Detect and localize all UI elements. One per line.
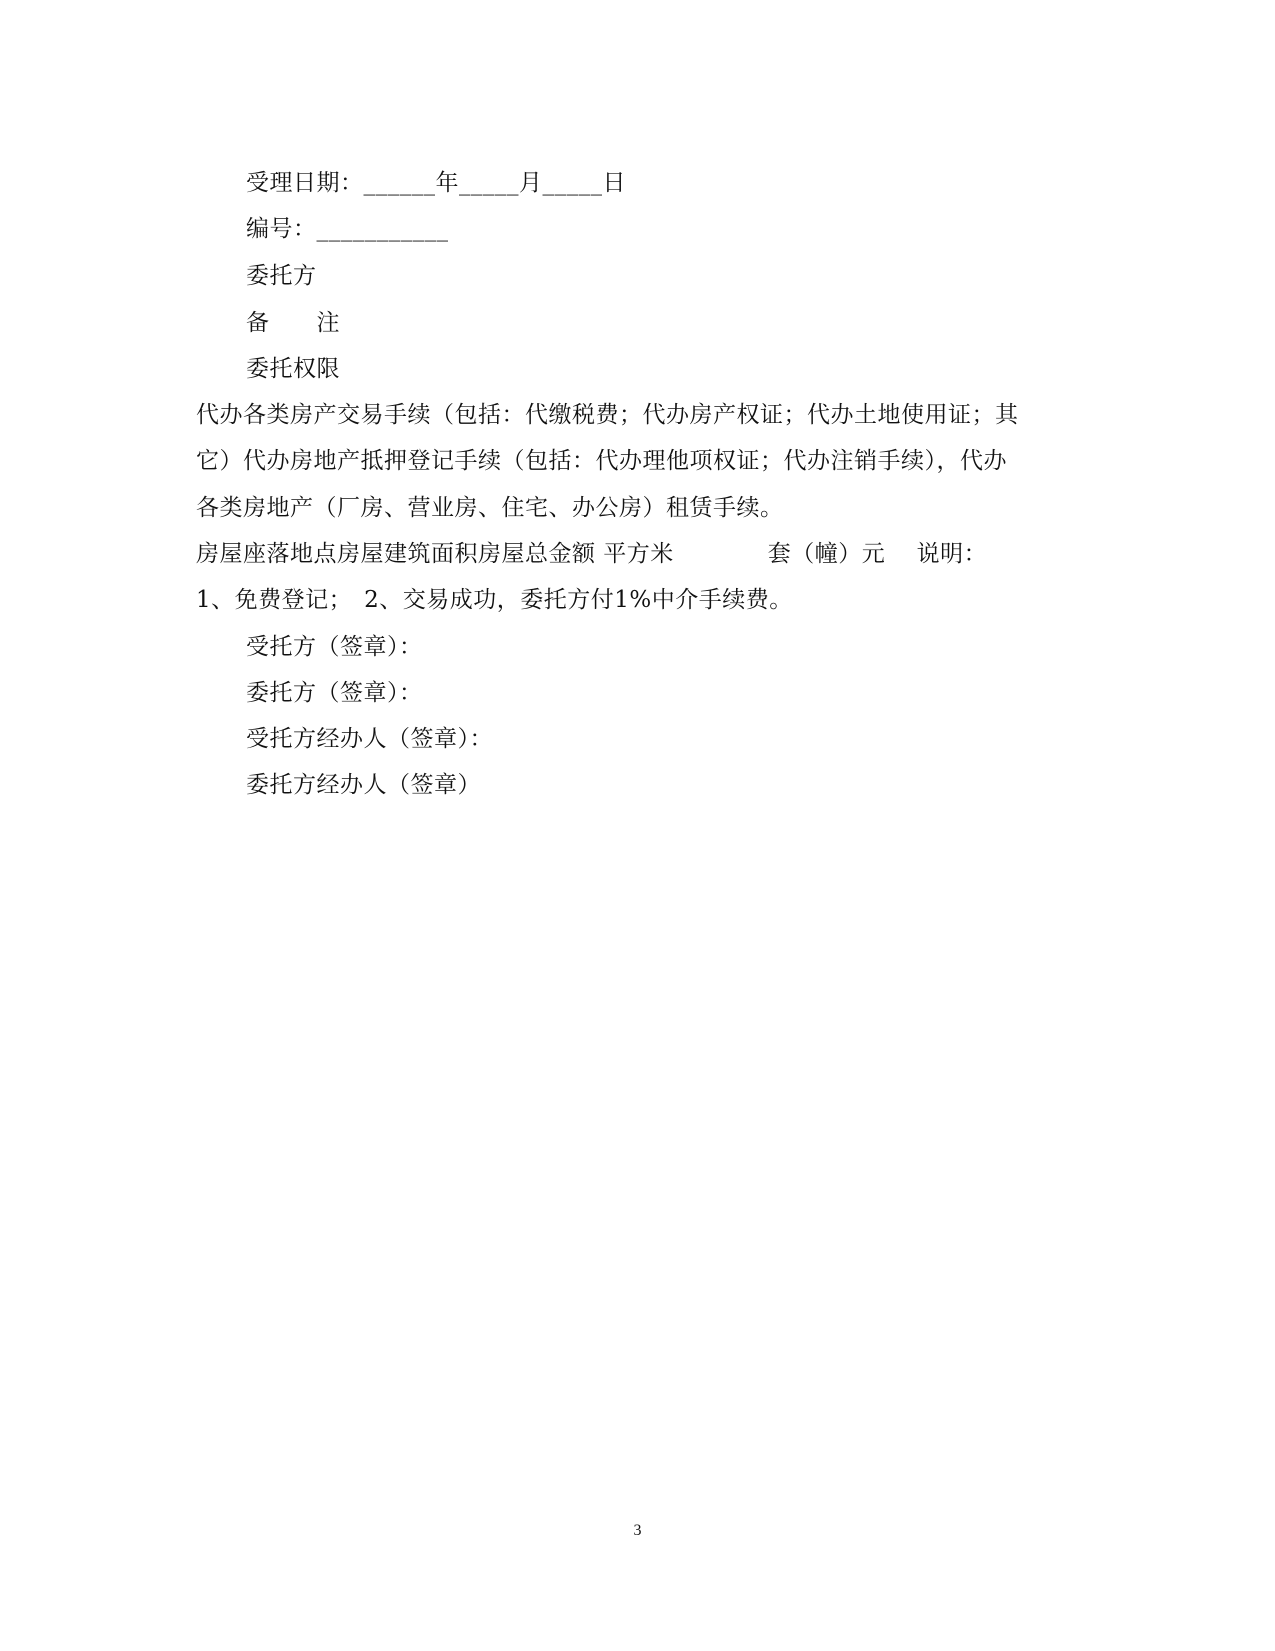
principal-signature-line: 委托方（签章）： (246, 680, 423, 706)
trustee-signature-line: 受托方（签章）： (246, 634, 423, 660)
remarks-label: 备 注 (246, 310, 340, 336)
property-info-line: 房屋座落地点房屋建筑面积房屋总金额 平方米 套（幢）元 说明： (196, 541, 988, 567)
acceptance-date-line: 受理日期：______年_____月_____日 (246, 170, 626, 196)
authority-text-line-1: 代办各类房产交易手续（包括：代缴税费；代办房产权证；代办土地使用证；其 (196, 402, 1019, 428)
notes-line: 1、免费登记； 2、交易成功，委托方付1%中介手续费。 (196, 587, 793, 613)
page-number: 3 (633, 1522, 642, 1539)
authority-label: 委托权限 (246, 356, 340, 382)
principal-label: 委托方 (246, 263, 317, 289)
authority-text-line-3: 各类房地产（厂房、营业房、住宅、办公房）租赁手续。 (196, 495, 784, 521)
principal-agent-signature-line: 委托方经办人（签章） (246, 772, 481, 798)
serial-number-line: 编号：___________ (246, 216, 449, 242)
trustee-agent-signature-line: 受托方经办人（签章）： (246, 726, 493, 752)
authority-text-line-2: 它）代办房地产抵押登记手续（包括：代办理他项权证；代办注销手续），代办 (196, 448, 1007, 474)
